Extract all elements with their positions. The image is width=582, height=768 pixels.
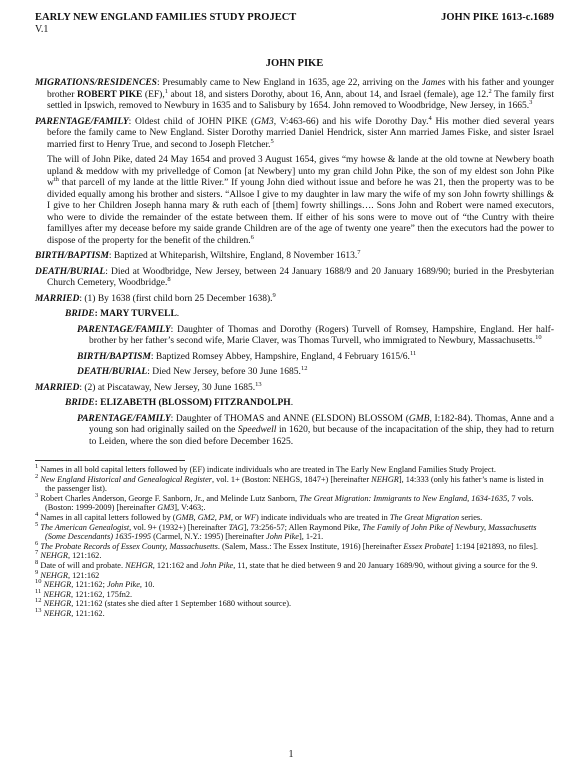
footnote: $^1$ Names in all bold capital letters followed by (EF) indicate individuals who are treated in The Early New England Families Study Project. (35, 463, 496, 474)
person-name: ROBERT PIKE (76, 89, 143, 100)
bride-1-birth: BIRTH/BAPTISM: Baptized Romsey Abbey, Hampshire, England, 4 February 1615/6.11 (77, 349, 417, 362)
section-label: BIRTH/BAPTISM (77, 351, 151, 362)
section-label: BIRTH/BAPTISM (35, 251, 109, 261)
running-header (35, 12, 554, 24)
footnote-ref[interactable]: 5 (270, 137, 274, 145)
footnote: $^{12}$ NEHGR, 121:162 (states she died after 1 September 1680 without source). (35, 597, 292, 609)
version-label: V.1 (35, 24, 49, 35)
header-project-title: EARLY NEW ENGLAND FAMILIES STUDY PROJECT (35, 12, 297, 23)
section-married-2: MARRIED: (2) at Piscataway, New Jersey, 30 June 1685.13 (35, 380, 262, 393)
footnote-ref[interactable]: 7 (357, 248, 361, 256)
section-label: MARRIED (35, 293, 80, 304)
footnote: $^4$ Names in all capital letters followed by (GMB, GM2, PM, or WF) indicate individuals who are treated in The Great Migration series. (35, 511, 483, 522)
footnote: $^8$ Date of will and probate. NEHGR, 121:162 and John Pike, 11, state that he died between 9 and 20 January 1689/90, without giving a source for the 9. (35, 559, 538, 570)
ship-name: James (421, 78, 446, 88)
footnote-ref[interactable]: 1 (164, 87, 168, 95)
footnote: $^2$ New England Historical and Genealogical Register, vol. 1+ (Boston: NEHGS, 1847+) [hereinafter NEHGR], 14:333 (only his father’s name is listed in the passenger list). (35, 472, 544, 494)
section-death: DEATH/BURIAL: Died at Woodbridge, New Jersey, between 24 January 1688/9 and 20 January 1689/90; buried in the Presbyterian Church Cemetery, Woodbridge.$^8$ (35, 266, 554, 288)
will-paragraph: The will of John Pike, dated 24 May 1654 and proved 3 August 1654, gives “my howse & lande at the old towne at Newbery boath upland & meddow with my privelledge of Comon [at Newbery] unto my gran child John Pike, the son of my eldest son John Pike $w^{th}$ that parcell of my lande at the little River.” If young John died without issue and before he was 21, then the property was to be divided equally among his brother and sisters. “Allsoe I give to my daughter in law mary the wife of my son John fowrty shillings & I give to her Children Joseph hanna mary & ruth each of [them] fowrty shillings…. Sons John and Robert were named executors, who were to divide the remainder of the estate between them. If either of his sons were to move out of “the Cuntry with theire famillyes after my decease before my saide grande Children are of the age of twenty one yeare” then the executors had the power to dispose of the property for the benefit of the children.$^6$ (47, 155, 554, 246)
footnote: $^{11}$ NEHGR, 121:162, 175fn2. (35, 587, 133, 599)
bride-1-parentage: PARENTAGE/FAMILY: Daughter of Thomas and Dorothy (Rogers) Turvell of Romsey, Hampshire, England. Her half-brother by her father’s second wife, Marie Claver, was Thomas Turvell, who immigrated to Newbury, Massachusetts.$^{10}$ (77, 324, 554, 346)
section-label: DEATH/BURIAL (77, 367, 148, 377)
bride-name: : MARY TURVELL (94, 309, 177, 319)
ship-name: Speedwell (237, 425, 277, 435)
section-label: MIGRATIONS/RESIDENCES (35, 78, 157, 88)
page-number: 1 (288, 749, 294, 760)
footnote: $^5$ The American Genealogist, vol. 9+ (1932+) [hereinafter TAG], 73:256-57; Allen Raymond Pike, The Family of John Pike of Newbury, Massachusetts (Some Descendants) 1635-1995 (Carmel, N.Y.: 1995) [hereinafter John Pike], 1-21. (35, 520, 537, 542)
footnote-ref[interactable]: 2 (488, 87, 492, 95)
footnote: $^{10}$ NEHGR, 121:162; John Pike, 10. (35, 578, 155, 590)
footnote-ref[interactable]: 10 (535, 333, 542, 341)
section-label: DEATH/BURIAL (35, 266, 106, 277)
section-label: PARENTAGE/FAMILY (77, 413, 171, 424)
footnote: $^9$ NEHGR, 121:162 (35, 568, 100, 580)
footnote-ref[interactable]: 6 (250, 233, 254, 241)
section-married-1: MARRIED: (1) By 1638 (first child born 25 December 1638).$^9$ (35, 291, 276, 304)
section-label: PARENTAGE/FAMILY (35, 116, 129, 127)
bride-1-heading: BRIDE: MARY TURVELL. (65, 309, 180, 319)
footnote: $^{13}$ NEHGR, 121:162. (35, 607, 105, 618)
bride-2-heading: BRIDE: ELIZABETH (BLOSSOM) FITZRANDOLPH. (65, 398, 294, 408)
footnote: $^6$ The Probate Records of Essex County, Massachusetts. (Salem, Mass.: The Essex Institute, 1916) [hereinafter Essex Probate] 1:194 [#21893, no files]. (35, 539, 538, 551)
footnote: $^7$ NEHGR, 121:162. (35, 549, 102, 561)
footnote-divider (35, 460, 185, 461)
footnote-ref[interactable]: 12 (300, 364, 308, 372)
footnote-ref[interactable]: 13 (255, 380, 262, 388)
footnote-ref[interactable]: 11 (409, 349, 417, 357)
page-title: JOHN PIKE (265, 58, 324, 69)
section-migrations: MIGRATIONS/RESIDENCES: Presumably came to New England in 1635, age 22, arriving on the James with his father and younger brother ROBERT PIKE (EF),$^1$ about 18, and sisters Dorothy, about 16, Ann, about 14, and Israel (female), age 12.$^2$ The family first settled in Ipswich, removed to Newbury in 1635 and to Salisbury by 1654. John removed to Woodbridge, New Jersey, in 1665.$^3$ (35, 78, 555, 111)
footnote-ref[interactable]: 4 (428, 114, 432, 122)
footnote-ref[interactable]: 9 (272, 291, 276, 299)
header-person-title: JOHN PIKE 1613-c.1689 (441, 12, 554, 23)
bride-1-death: DEATH/BURIAL: Died New Jersey, before 30 June 1685.12 (77, 364, 308, 377)
section-birth: BIRTH/BAPTISM: Baptized at Whiteparish, Wiltshire, England, 8 November 1613.$^7$ (35, 248, 361, 261)
section-label: PARENTAGE/FAMILY (77, 324, 171, 335)
section-parentage: PARENTAGE/FAMILY: Oldest child of JOHN PIKE (GM3, V:463-66) and his wife Dorothy Day.$^4$ His mother died several years before the family came to New England. Sister Dorothy married Daniel Hendrick, sister Ann married James Fiske, and sister Israel married first to Henry True, and second to Joseph Fletcher.$^5$ (35, 114, 555, 150)
bride-2-parentage: PARENTAGE/FAMILY: Daughter of THOMAS and ANNE (ELSDON) BLOSSOM (GMB, I:182-84). Thomas, Anne and a young son had originally sailed on the Speedwell in 1620, but because of the incapacitation of the ship, they had to return to Leiden, where the son died before December 1625. (77, 413, 554, 447)
footnote-ref[interactable]: 8 (167, 275, 171, 283)
section-label: MARRIED (35, 382, 80, 393)
footnotes (35, 465, 554, 619)
bride-name: : ELIZABETH (BLOSSOM) FITZRANDOLPH (94, 398, 291, 408)
footnote-ref[interactable]: 3 (529, 98, 533, 106)
footnote: $^3$ Robert Charles Anderson, George F. Sanborn, Jr., and Melinde Lutz Sanborn, The Great Migration: Immigrants to New England, 1634-1635, 7 vols. (Boston: 1999-2009) [hereinafter GM3], V:463;. (35, 492, 534, 513)
